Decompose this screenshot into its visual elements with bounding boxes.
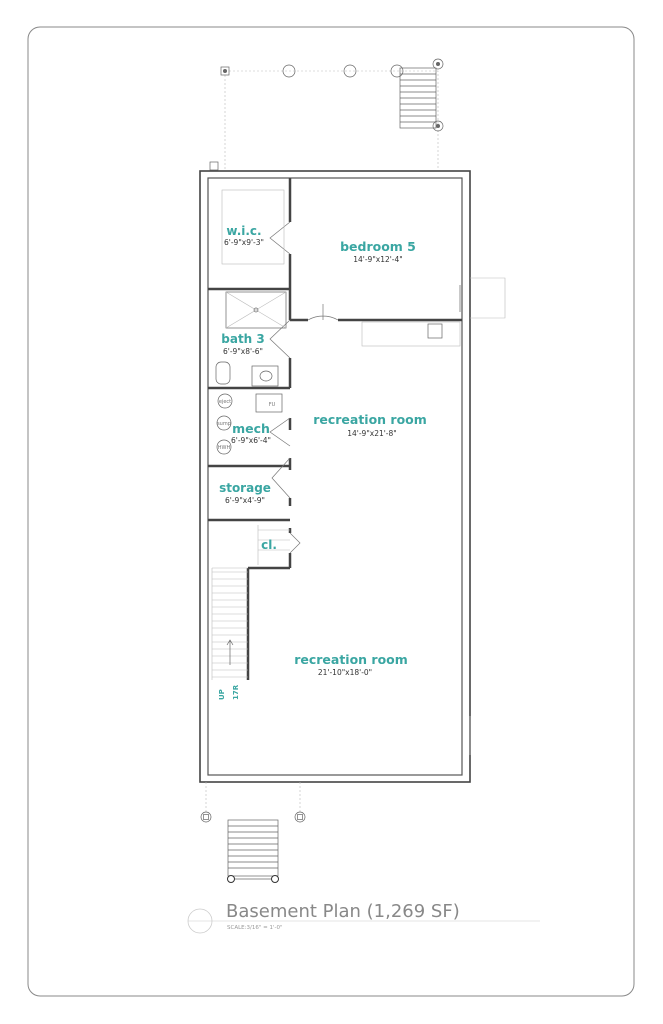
closet-name: cl. — [261, 538, 277, 552]
bath3-dims: 6'-9"x8'-6" — [223, 347, 263, 356]
mech-dims: 6'-9"x6'-4" — [231, 436, 271, 445]
sump-label: sump — [217, 421, 231, 427]
front-porch — [201, 782, 305, 883]
toilet — [216, 362, 230, 384]
recreation-upper-dims: 14'-9"x21'-8" — [347, 429, 397, 438]
exterior-walls — [200, 171, 470, 782]
porch-stair — [228, 820, 279, 883]
bedroom5-dims: 14'-9"x12'-4" — [353, 255, 403, 264]
deck-stair — [400, 68, 436, 128]
stair-risers-label: 17R — [232, 684, 240, 700]
bedroom5-name: bedroom 5 — [340, 239, 416, 254]
stair-up-label: UP — [218, 689, 226, 700]
basement-stair — [212, 525, 290, 700]
wet-bar-counter — [362, 322, 460, 346]
stair-up-arrow — [227, 640, 233, 665]
plan-title: Basement Plan (1,269 SF) — [226, 901, 460, 922]
recreation-lower-dims: 21'-10"x18'-0" — [317, 668, 373, 677]
vanity — [252, 366, 278, 386]
plan-scale: SCALE:3/16" = 1'-0" — [227, 925, 283, 931]
window-well — [460, 278, 505, 318]
hwh-label: HWH — [217, 445, 231, 451]
wic-dims: 6'-9"x9'-3" — [224, 238, 264, 247]
rear-deck — [210, 59, 443, 170]
bath3-name: bath 3 — [221, 332, 265, 346]
wic-name: w.i.c. — [226, 224, 262, 238]
eject-label: eject — [218, 399, 232, 405]
recreation-lower-name: recreation room — [294, 652, 408, 667]
mech-name: mech — [232, 421, 270, 436]
sheet-border — [28, 27, 634, 996]
fu-label: FU — [268, 402, 276, 408]
storage-dims: 6'-9"x4'-9" — [225, 496, 265, 505]
storage-name: storage — [219, 481, 271, 495]
title-block — [188, 901, 540, 933]
recreation-upper-name: recreation room — [313, 412, 427, 427]
